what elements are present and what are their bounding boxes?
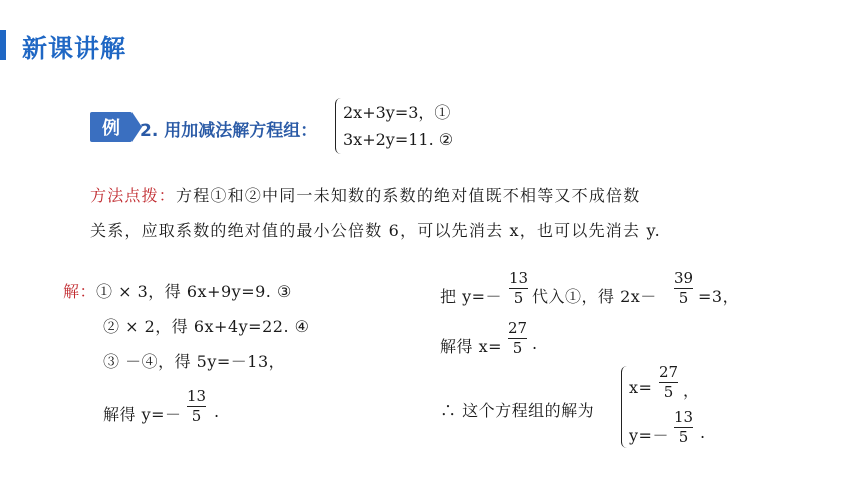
substitute-suffix: =3， [698,287,740,306]
substitute-prefix: 把 y=－ [440,287,503,306]
equation-2: 3x+2y=11. ② [343,130,454,149]
hint-text-1: 方程①和②中同一未知数的系数的绝对值既不相等又不成倍数 [176,186,641,205]
fraction-13-5-sub: 13 5 [509,269,529,307]
fraction-numerator: 13 [187,387,207,405]
hint-line-2: 关系，应取系数的绝对值的最小公倍数 6，可以先消去 x，也可以先消去 y. [90,221,661,240]
hint-label: 方法点拨： [90,186,177,205]
fraction-13-5 [187,388,206,425]
conclusion: ∴ 这个方程组的解为 [440,401,595,420]
example-badge [90,112,132,142]
solve-x-prefix: 解得 x= [440,337,503,356]
substitute-middle: 代入①，得 2x－ [532,287,657,306]
answer-y-suffix: . [700,423,706,442]
header-accent-bar [0,30,6,60]
fraction-denominator: 5 [191,407,202,425]
solve-x-suffix: . [532,334,538,353]
fraction-27-5: 27 5 [508,319,528,357]
solution-step-1-text: ① × 3，得 6x+9y=9. ③ [96,282,292,301]
solution-step-2: ② × 2，得 6x+4y=22. ④ [103,317,310,336]
answer-x-fraction: 27 5 [659,363,679,401]
solution-step-3: ③ －④，得 5y=－13， [103,352,286,371]
solution-label: 解： [63,282,97,301]
answer-x-suffix: ， [683,381,700,400]
hint-line-1 [90,183,640,206]
equation-1: 2x+3y=3，① [343,103,451,122]
answer-y-fraction: 13 5 [674,408,694,446]
solution-step-1 [63,279,292,302]
answer-y-prefix: y=－ [629,426,669,445]
page-title: 新课讲解 [22,34,127,63]
problem-statement: 2. 用加减法解方程组： [140,121,318,141]
solution-step-4: 解得 y=－ [103,405,182,424]
example-badge-label: 例 [102,118,120,139]
solution-step-4-period: . [214,402,220,421]
answer-x-prefix: x= [629,378,653,397]
fraction-39-5: 39 5 [674,269,694,307]
